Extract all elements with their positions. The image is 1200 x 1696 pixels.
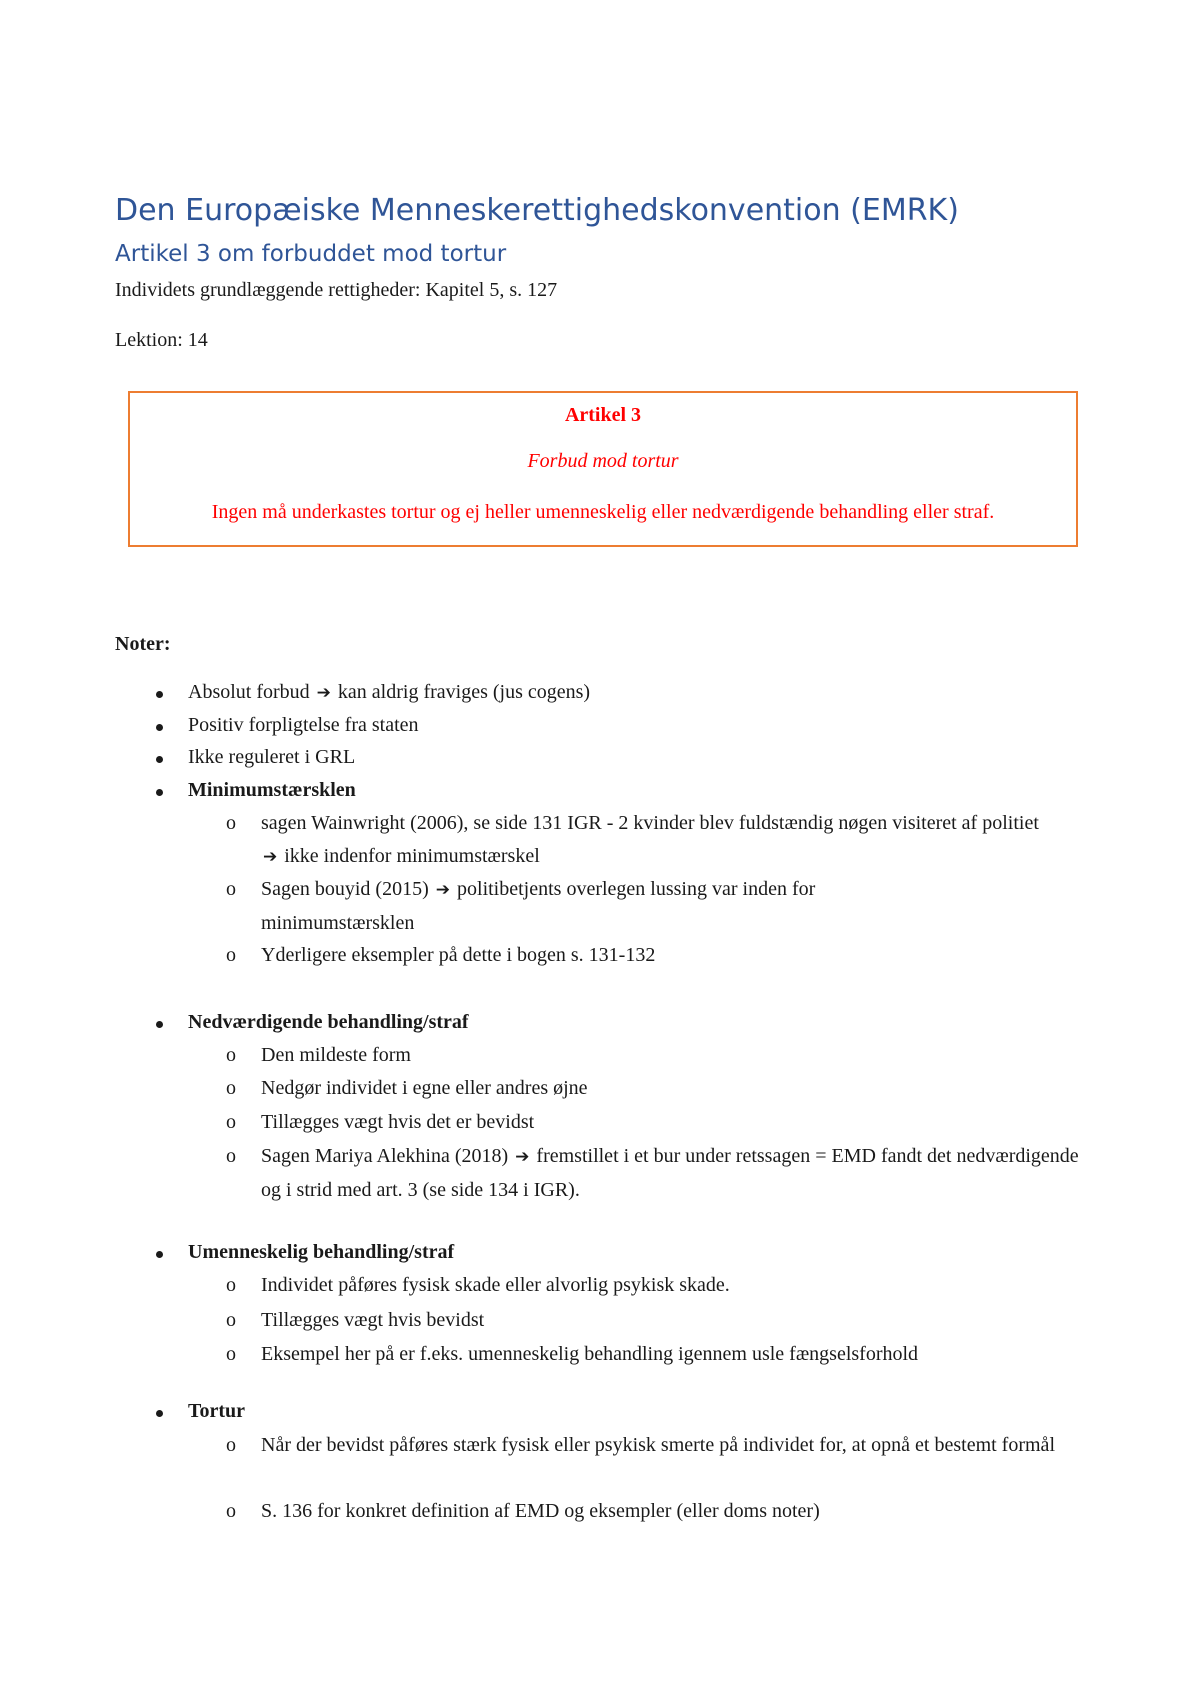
sub-list-item-text: Sagen bouyid (2015)	[261, 878, 429, 900]
list-item-text: Ikke reguleret i GRL	[188, 746, 356, 768]
article-quote-box	[128, 391, 1078, 547]
sub-list-item	[261, 1495, 1101, 1528]
sub-list-item-text: Tillægges vægt hvis bevidst	[261, 1309, 485, 1331]
sub-list-item-text: Eksempel her på er f.eks. umenneskelig behandling igennem usle fængselsforhold	[261, 1343, 919, 1365]
sub-list-item	[261, 1304, 1101, 1337]
sub-list-item	[261, 873, 961, 940]
sub-list-item	[261, 1039, 1101, 1072]
sub-list-item	[261, 939, 1101, 972]
list-item	[188, 746, 355, 769]
sub-list-item	[261, 1269, 1101, 1302]
list-item	[188, 1241, 454, 1264]
sub-list-item-text: Nedgør individet i egne eller andres øjne	[261, 1077, 588, 1099]
article-title: Artikel 3	[564, 404, 642, 426]
sub-list-item-text: fremstillet i et bur under retssagen = EMD fandt det nedværdigende og i strid med art. 3 (se side 134 i IGR).	[261, 1145, 1079, 1201]
sub-list-item-text: Tillægges vægt hvis det er bevidst	[261, 1111, 535, 1133]
list-item-text: kan aldrig fraviges (jus cogens)	[337, 681, 591, 703]
sub-list-item	[261, 1338, 1101, 1371]
list-item-text: Absolut forbud	[188, 681, 310, 703]
sub-list-item	[261, 1106, 1101, 1139]
article-subtitle: Forbud mod tortur	[527, 450, 679, 472]
arrow-right-icon: ➔	[515, 1147, 530, 1167]
sub-list-item	[261, 1072, 1101, 1105]
arrow-right-icon: ➔	[316, 683, 331, 703]
sub-list-item-text: politibetjents overlegen lussing var inden for minimumstærsklen	[261, 878, 816, 934]
source-reference: Individets grundlæggende rettigheder: Kapitel 5, s. 127	[115, 279, 558, 301]
list-item-heading: Nedværdigende behandling/straf	[188, 1011, 469, 1033]
sub-list-item	[261, 1429, 1091, 1462]
arrow-right-icon: ➔	[435, 880, 451, 900]
list-item-heading: Minimumstærsklen	[188, 779, 356, 801]
arrow-right-icon: ➔	[263, 847, 278, 867]
list-item-heading: Umenneskelig behandling/straf	[188, 1241, 455, 1263]
notes-heading: Noter:	[115, 633, 171, 655]
sub-list-item-text: Sagen Mariya Alekhina (2018)	[261, 1145, 509, 1167]
sub-list-item-text: ikke indenfor minimumstærskel	[284, 845, 540, 867]
sub-list-item	[261, 807, 1051, 874]
list-item-text: Positiv forpligtelse fra staten	[188, 714, 419, 736]
lesson-number: Lektion: 14	[115, 329, 208, 351]
list-item	[188, 779, 356, 802]
list-item	[188, 1400, 245, 1423]
sub-list-item-text: Yderligere eksempler på dette i bogen s. 131-132	[261, 944, 656, 966]
sub-list-item	[261, 1140, 1081, 1207]
sub-list-item-text: sagen Wainwright (2006), se side 131 IGR - 2 kvinder blev fuldstændig nøgen visiteret af politiet	[261, 812, 1039, 834]
sub-list-item-text: Når der bevidst påføres stærk fysisk eller psykisk smerte på individet for, at opnå et bestemt formål	[261, 1434, 1055, 1456]
document-subtitle: Artikel 3 om forbuddet mod tortur	[115, 241, 507, 267]
list-item-heading: Tortur	[188, 1400, 246, 1422]
document-title: Den Europæiske Menneskerettighedskonvention (EMRK)	[115, 193, 959, 228]
article-text: Ingen må underkastes tortur og ej heller umenneskelig eller nedværdigende behandling eller straf.	[211, 501, 995, 523]
sub-list-item-text: Individet påføres fysisk skade eller alvorlig psykisk skade.	[261, 1274, 730, 1296]
list-item	[188, 714, 419, 737]
sub-list-item-text: Den mildeste form	[261, 1044, 411, 1066]
list-item	[188, 681, 590, 704]
sub-list-item-text: S. 136 for konkret definition af EMD og eksempler (eller doms noter)	[261, 1500, 820, 1522]
list-item	[188, 1011, 469, 1034]
